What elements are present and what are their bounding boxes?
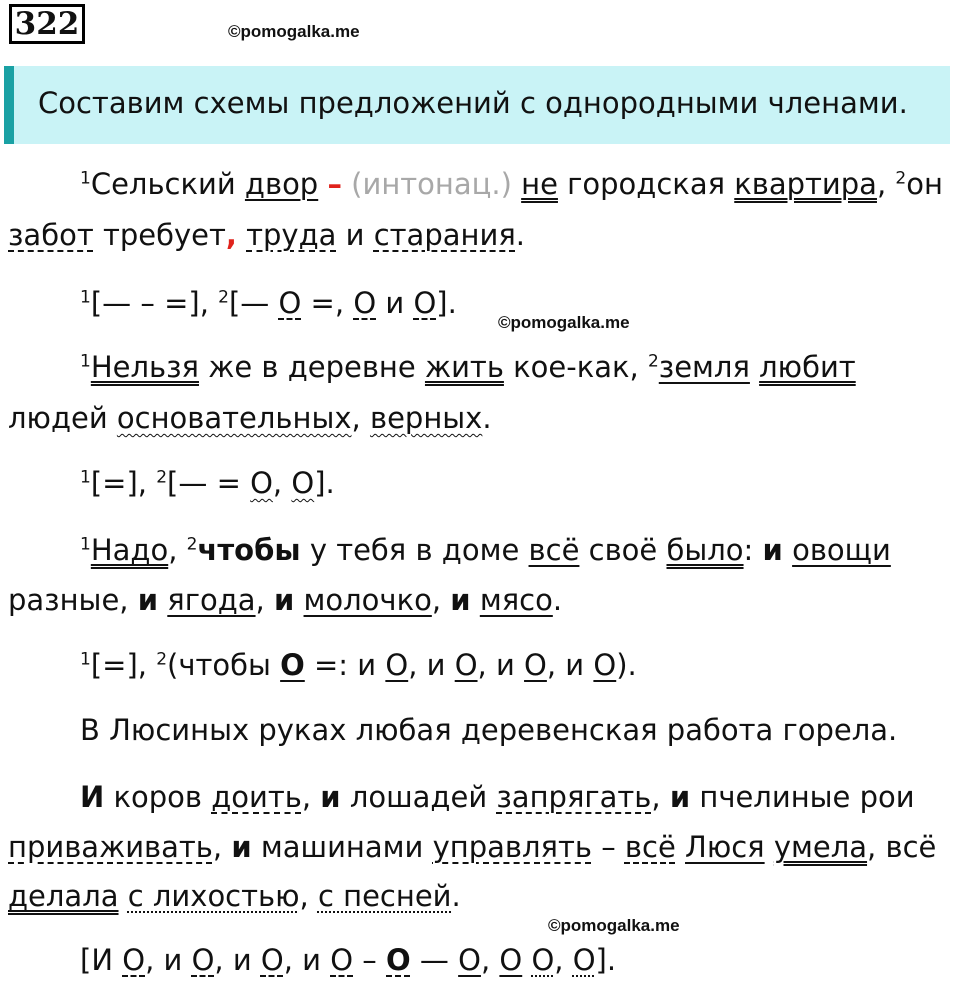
banner-text: Составим схемы предложений с однородными членами. <box>38 86 908 120</box>
sentence-3-line-2: разные, и ягода, и молочко, и мясо. <box>8 583 563 617</box>
task-banner <box>4 66 950 144</box>
intonation-note: (интонац.) <box>351 167 512 201</box>
watermark-middle: ©pomogalka.me <box>498 313 630 332</box>
scheme-3: $^1$[=], $^2$(чтобы О =: и О, и О, и О, и О). <box>80 648 637 682</box>
sentence-3-line-1: $^1$Надо, $^2$чтобы у тебя в доме всё своё было: и овощи <box>80 533 891 567</box>
sentence-5-line-1: И коров доить, и лошадей запрягать, и пчелиные рои <box>80 780 915 814</box>
watermark-top: ©pomogalka.me <box>228 22 360 41</box>
scheme-1: $^1$[— – =], $^2$[— О =, О и О]. <box>80 286 457 320</box>
sentence-5-line-2: приваживать, и машинами управлять – всё Люся умела, всё <box>8 830 937 864</box>
sentence-4: В Люсиных руках любая деревенская работа горела. <box>80 713 898 747</box>
scheme-2: $^1$[=], $^2$[— = О, О]. <box>80 466 335 500</box>
sentence-2-line-2: людей основательных, верных. <box>8 401 492 435</box>
sentence-5-line-3: делала с лихостью, с песней. <box>8 879 461 913</box>
exercise-number: 322 <box>9 4 85 44</box>
sentence-1-line-1: $^1$Сельский двор – (интонац.) не городская квартира, $^2$он <box>80 167 943 201</box>
sentence-1-line-2: забот требует, труда и старания. <box>8 218 525 252</box>
sentence-2-line-1: $^1$Нельзя же в деревне жить кое-как, $^2$земля любит <box>80 350 856 384</box>
scheme-4: [И О, и О, и О, и О – О — О, О О, О]. <box>80 943 617 977</box>
watermark-bottom: ©pomogalka.me <box>548 916 680 935</box>
